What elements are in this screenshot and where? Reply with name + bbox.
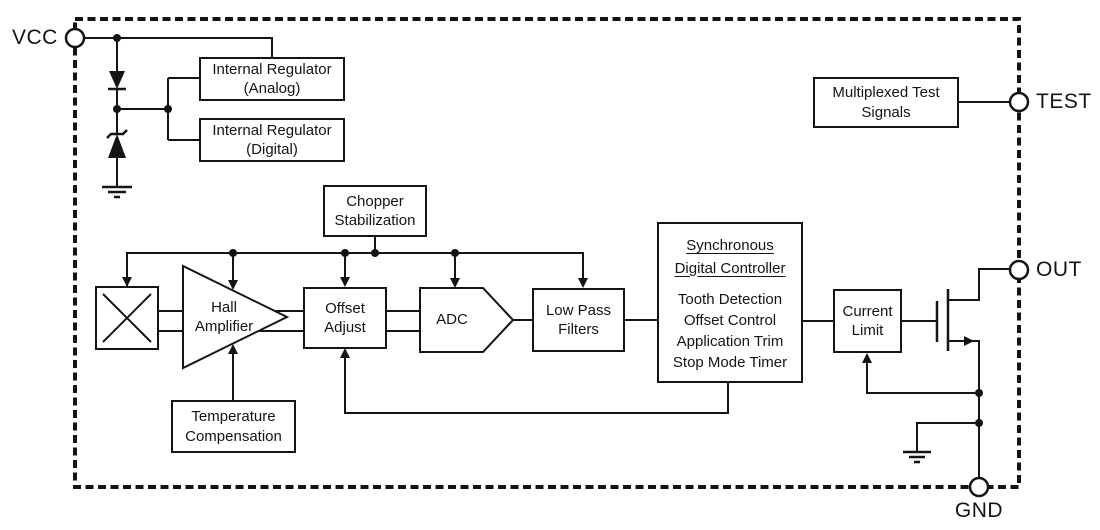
- block-chopper-stabilization: [323, 185, 427, 237]
- wire-ground-stub: [917, 423, 979, 451]
- controller-function: Stop Mode Timer: [672, 354, 788, 371]
- block-label: Chopper: [346, 192, 404, 210]
- test-terminal: [1010, 93, 1028, 111]
- wire-current-sense: [867, 363, 979, 393]
- block-label: Internal Regulator: [212, 60, 332, 78]
- controller-function: Tooth Detection: [677, 291, 783, 308]
- block-low-pass-filters: [532, 288, 625, 352]
- hall-amplifier-label: Hall Amplifier: [194, 298, 254, 335]
- block-label: Low Pass: [545, 301, 612, 319]
- wire-regulator-bracket: [117, 78, 199, 140]
- block-current-limit: [833, 289, 902, 353]
- wire-source-to-gnd: [948, 341, 979, 478]
- controller-function: Offset Control: [683, 312, 777, 329]
- mosfet-source-arrow: [964, 336, 974, 346]
- out-terminal: [1010, 261, 1028, 279]
- block-label: Stabilization: [334, 212, 416, 229]
- block-label: Temperature: [191, 408, 276, 425]
- controller-function: Application Trim: [676, 333, 784, 350]
- vcc-terminal: [66, 29, 84, 47]
- wire-drain-to-out: [948, 269, 1010, 300]
- block-temperature-compensation: [171, 400, 296, 453]
- block-internal-regulator-digital: [199, 118, 345, 162]
- block-label: Internal Regulator: [212, 121, 332, 139]
- block-label: Signals: [861, 103, 911, 121]
- esd-diode: [108, 71, 126, 89]
- block-label: Current: [842, 302, 893, 320]
- adc-label: ADC: [436, 311, 468, 329]
- block-label: (Analog): [243, 80, 301, 97]
- ground-symbol-right: [903, 452, 931, 462]
- pin-label-vcc: VCC: [12, 26, 58, 49]
- controller-functions: [673, 289, 787, 373]
- block-label: Limit: [851, 322, 884, 339]
- hall-element: [96, 287, 158, 349]
- block-label: (Digital): [246, 141, 298, 158]
- block-label: Filters: [558, 321, 599, 338]
- block-internal-regulator-analog: [199, 57, 345, 101]
- pin-label-test: TEST: [1036, 90, 1092, 113]
- block-offset-adjust: [303, 287, 387, 349]
- block-synchronous-digital-controller: [657, 222, 803, 383]
- block-label: Offset: [325, 299, 365, 317]
- pin-label-out: OUT: [1036, 258, 1082, 281]
- wire-vcc-rail: [84, 38, 272, 57]
- block-label: Multiplexed Test: [832, 84, 940, 101]
- controller-title: Digital Controller: [674, 259, 786, 277]
- ground-symbol-left: [102, 187, 132, 197]
- block-multiplexed-test-signals: [813, 77, 959, 128]
- block-label: Adjust: [324, 319, 366, 336]
- block-label: Compensation: [185, 427, 282, 445]
- pin-label-gnd: GND: [954, 499, 1004, 522]
- gnd-terminal: [970, 478, 988, 496]
- controller-title: Synchronous: [686, 237, 774, 254]
- zener-diode: [107, 130, 127, 158]
